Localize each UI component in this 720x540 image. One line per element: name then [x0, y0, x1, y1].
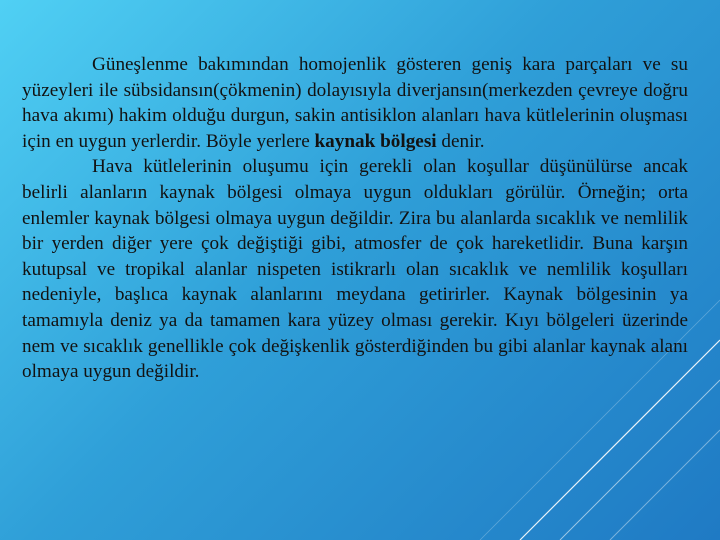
- slide-body: [22, 52, 688, 385]
- paragraph-1-text: Güneşlenme bakımından homojenlik gösteren geniş kara parçaları ve su yüzeyleri ile sübsidansın(çökmenin) dolayısıyla diverjansın(merkezden çevreye doğru hava akımı) hakim olduğu durgun, sakin antisiklon alanları hava kütlelerinin oluşması için en uygun yerlerdir. Böyle yerlere: [22, 54, 688, 152]
- paragraph-1-end: denir.: [441, 130, 485, 152]
- decor-line: [610, 430, 720, 540]
- paragraph-1: [22, 52, 688, 154]
- bold-term: kaynak bölgesi: [314, 130, 437, 152]
- decor-line: [560, 380, 720, 540]
- paragraph-2: Hava kütlelerinin oluşumu için gerekli olan koşullar düşünülürse ancak belirli alanların kaynak bölgesi olmaya uygun oldukları görülür. Örneğin; orta enlemler kaynak bölgesi olmaya uygun değildir. Zira bu alanlarda sıcaklık ve nemlilik bir yerden diğer yere çok değiştiği gibi, atmosfer de çok hareketlidir. Buna karşın kutupsal ve tropikal alanlar nispeten istikrarlı olan sıcaklık ve nemlilik koşulları nedeniyle, başlıca kaynak alanlarını meydana getirirler. Kaynak bölgesinin ya tamamıyla deniz ya da tamamen kara yüzey olması gerekir. Kıyı bölgeleri üzerinde nem ve sıcaklık genellikle çok değişkenlik gösterdiğinden bu gibi alanlar kaynak alanı olmaya uygun değildir.: [22, 156, 688, 383]
